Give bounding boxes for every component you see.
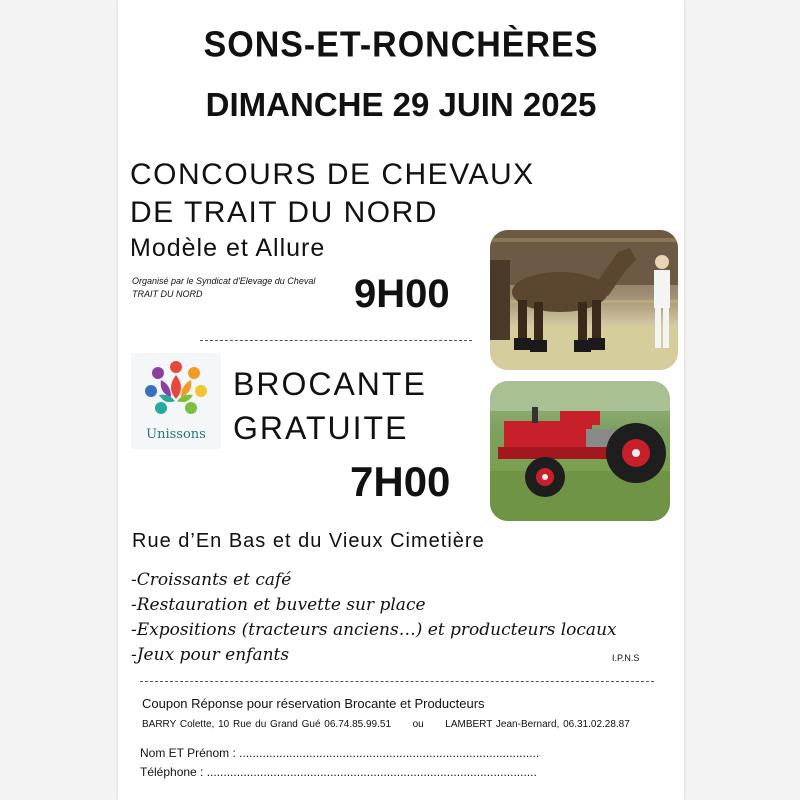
list-item: -Expositions (tracteurs anciens…) et producteurs locaux xyxy=(131,620,617,640)
list-item: -Croissants et café xyxy=(131,570,292,590)
organizer-line-2: TRAIT DU NORD xyxy=(132,289,203,299)
concours-subtitle: Modèle et Allure xyxy=(130,234,326,262)
ipns-note: I.P.N.S xyxy=(612,653,640,663)
organizer-line-1: Organisé par le Syndicat d'Elevage du Cheval xyxy=(132,276,316,286)
unissons-logo xyxy=(131,353,221,449)
brocante-heading xyxy=(233,362,427,450)
brocante-line-1: BROCANTE xyxy=(233,366,427,402)
separator-bottom xyxy=(140,681,654,682)
brocante-time: 7H00 xyxy=(350,458,451,505)
amenities-list xyxy=(131,568,617,668)
tractor-illustration xyxy=(490,381,670,521)
separator-top xyxy=(200,340,472,341)
contact-lambert: LAMBERT Jean-Bernard, 06.31.02.28.87 xyxy=(445,719,630,730)
list-item: -Restauration et buvette sur place xyxy=(131,595,426,615)
contact-barry: BARRY Colette, 10 Rue du Grand Gué 06.74.85.99.51 xyxy=(142,719,392,730)
list-item: -Jeux pour enfants xyxy=(131,645,290,665)
concours-time: 9H00 xyxy=(354,272,450,316)
name-field[interactable]: Nom ET Prénom : .......................................................................................... xyxy=(140,746,540,760)
horse-photo xyxy=(490,230,678,370)
tractor-photo xyxy=(490,381,670,521)
brocante-line-2: GRATUITE xyxy=(233,410,409,446)
organizer-note xyxy=(132,275,332,301)
contact-separator: ou xyxy=(412,719,424,730)
concours-line-1: CONCOURS DE CHEVAUX xyxy=(130,158,535,191)
phone-field[interactable]: Téléphone : ................................................................................................... xyxy=(140,765,537,779)
event-date: DIMANCHE 29 JUIN 2025 xyxy=(205,86,597,123)
flyer-page xyxy=(118,0,684,800)
coupon-contacts xyxy=(142,719,630,730)
horse-illustration xyxy=(490,230,678,370)
logo-text: Unissons xyxy=(146,427,206,442)
location-street: Rue d’En Bas et du Vieux Cimetière xyxy=(132,530,485,552)
people-circle-logo-icon xyxy=(131,353,221,423)
concours-heading xyxy=(130,156,535,232)
town-title: SONS-ET-RONCHÈRES xyxy=(203,25,599,65)
concours-line-2: DE TRAIT DU NORD xyxy=(130,196,438,229)
coupon-title: Coupon Réponse pour réservation Brocante et Producteurs xyxy=(142,696,485,711)
